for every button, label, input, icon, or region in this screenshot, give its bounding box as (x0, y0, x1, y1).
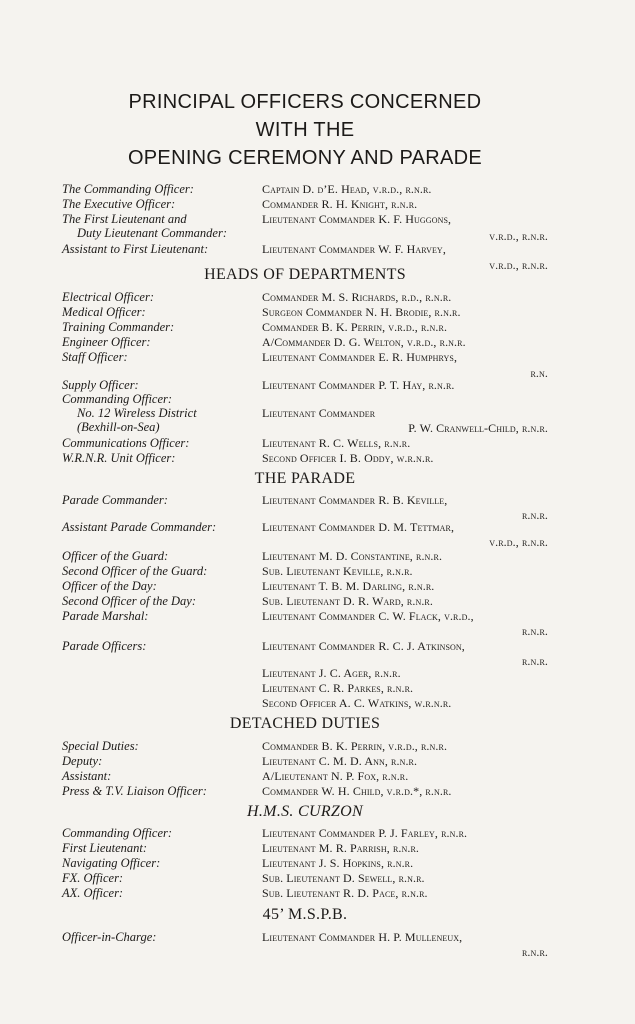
role-label: Assistant Parade Commander: (62, 520, 217, 534)
role-label: Commanding Officer: (62, 826, 173, 840)
officer-name: Lieutenant Commander C. W. Flack, v.r.d., (262, 609, 474, 623)
officer-name: P. W. Cranwell-Child, r.n.r. (408, 421, 548, 435)
page-title-line-2: WITH THE (255, 119, 355, 141)
role-label: Supply Officer: (62, 378, 139, 392)
role-label: (Bexhill-on-Sea) (77, 420, 160, 434)
officer-name: Commander M. S. Richards, r.d., r.n.r. (262, 290, 452, 304)
officer-name: Commander R. H. Knight, r.n.r. (262, 197, 418, 211)
heading-departments: HEADS OF DEPARTMENTS (204, 266, 406, 283)
page-title-line-1: PRINCIPAL OFFICERS CONCERNED (128, 91, 482, 113)
role-label: Engineer Officer: (62, 335, 151, 349)
role-label: Parade Commander: (62, 493, 168, 507)
role-label: Duty Lieutenant Commander: (77, 226, 227, 240)
officer-name: r.n.r. (521, 654, 548, 668)
officer-name: r.n.r. (521, 945, 548, 959)
officer-name: A/Lieutenant N. P. Fox, r.n.r. (262, 769, 409, 783)
officer-name: Commander B. K. Perrin, v.r.d., r.n.r. (262, 320, 448, 334)
role-label: Parade Marshal: (62, 609, 149, 623)
role-label: Navigating Officer: (62, 856, 161, 870)
role-label: Officer of the Day: (62, 579, 157, 593)
heading-parade: THE PARADE (254, 470, 356, 487)
officer-name: A/Commander D. G. Welton, v.r.d., r.n.r. (262, 335, 466, 349)
role-label: Second Officer of the Guard: (62, 564, 208, 578)
officer-name: Lieutenant Commander D. M. Tettmar, (262, 520, 455, 534)
officer-name: Lieutenant Commander H. P. Mulleneux, (262, 930, 463, 944)
officer-name: Surgeon Commander N. H. Brodie, r.n.r. (262, 305, 461, 319)
heading-mspb: 45’ M.S.P.B. (262, 906, 348, 923)
officer-name: Sub. Lieutenant D. Sewell, r.n.r. (262, 871, 425, 885)
officer-name: Lieutenant M. D. Constantine, r.n.r. (262, 549, 443, 563)
role-label: Officer of the Guard: (62, 549, 169, 563)
officer-name: Lieutenant J. S. Hopkins, r.n.r. (262, 856, 414, 870)
officer-name: Commander B. K. Perrin, v.r.d., r.n.r. (262, 739, 448, 753)
role-label: The First Lieutenant and (62, 212, 187, 226)
officer-name: v.r.d., r.n.r. (489, 535, 548, 549)
role-label: Electrical Officer: (62, 290, 154, 304)
officer-name: Sub. Lieutenant D. R. Ward, r.n.r. (262, 594, 433, 608)
officer-name: Captain D. d’E. Head, v.r.d., r.n.r. (262, 182, 432, 196)
officer-name: Commander W. H. Child, v.r.d.*, r.n.r. (262, 784, 452, 798)
officer-name: Lieutenant Commander R. B. Keville, (262, 493, 448, 507)
role-label: Parade Officers: (62, 639, 147, 653)
role-label: Assistant to First Lieutenant: (62, 242, 209, 256)
officer-name: Sub. Lieutenant Keville, r.n.r. (262, 564, 413, 578)
officer-name: Lieutenant Commander E. R. Humphrys, (262, 350, 458, 364)
role-label: Special Duties: (62, 739, 139, 753)
officer-name: r.n.r. (521, 508, 548, 522)
role-label: Medical Officer: (62, 305, 146, 319)
role-label: Commanding Officer: (62, 392, 173, 406)
role-label: Deputy: (62, 754, 103, 768)
officer-name: Lieutenant Commander P. J. Farley, r.n.r. (262, 826, 468, 840)
officer-name: Sub. Lieutenant R. D. Pace, r.n.r. (262, 886, 428, 900)
officer-name: r.n. (530, 366, 548, 380)
officer-name: Second Officer I. B. Oddy, w.r.n.r. (262, 451, 434, 465)
role-label: W.R.N.R. Unit Officer: (62, 451, 176, 465)
role-label: Press & T.V. Liaison Officer: (62, 784, 207, 798)
heading-detached-duties: DETACHED DUTIES (229, 715, 381, 732)
role-label: Officer-in-Charge: (62, 930, 157, 944)
role-label: AX. Officer: (62, 886, 124, 900)
role-label: First Lieutenant: (62, 841, 148, 855)
officer-name: v.r.d., r.n.r. (489, 258, 548, 272)
officer-name: r.n.r. (521, 624, 548, 638)
role-label: The Commanding Officer: (62, 182, 194, 196)
officer-name: Lieutenant Commander P. T. Hay, r.n.r. (262, 378, 455, 392)
role-label: Staff Officer: (62, 350, 128, 364)
officer-name: Lieutenant J. C. Ager, r.n.r. (262, 666, 401, 680)
officer-name: Lieutenant Commander (262, 406, 376, 420)
officer-name: Lieutenant C. R. Parkes, r.n.r. (262, 681, 414, 695)
officer-name: Lieutenant T. B. M. Darling, r.n.r. (262, 579, 435, 593)
role-label: FX. Officer: (62, 871, 124, 885)
officer-name: Lieutenant Commander K. F. Huggons, (262, 212, 452, 226)
officer-name: Lieutenant Commander R. C. J. Atkinson, (262, 639, 465, 653)
officer-name: Lieutenant R. C. Wells, r.n.r. (262, 436, 411, 450)
officer-name: Lieutenant C. M. D. Ann, r.n.r. (262, 754, 418, 768)
officer-name: Lieutenant Commander W. F. Harvey, (262, 242, 446, 256)
role-label: No. 12 Wireless District (77, 406, 197, 420)
role-label: The Executive Officer: (62, 197, 176, 211)
officer-name: Second Officer A. C. Watkins, w.r.n.r. (262, 696, 452, 710)
officer-name: Lieutenant M. R. Parrish, r.n.r. (262, 841, 419, 855)
officer-name: v.r.d., r.n.r. (489, 229, 548, 243)
role-label: Training Commander: (62, 320, 175, 334)
role-label: Assistant: (62, 769, 112, 783)
role-label: Second Officer of the Day: (62, 594, 196, 608)
heading-hms-curzon: H.M.S. CURZON (247, 803, 363, 820)
page-title-line-3: OPENING CEREMONY AND PARADE (127, 147, 483, 169)
role-label: Communications Officer: (62, 436, 190, 450)
